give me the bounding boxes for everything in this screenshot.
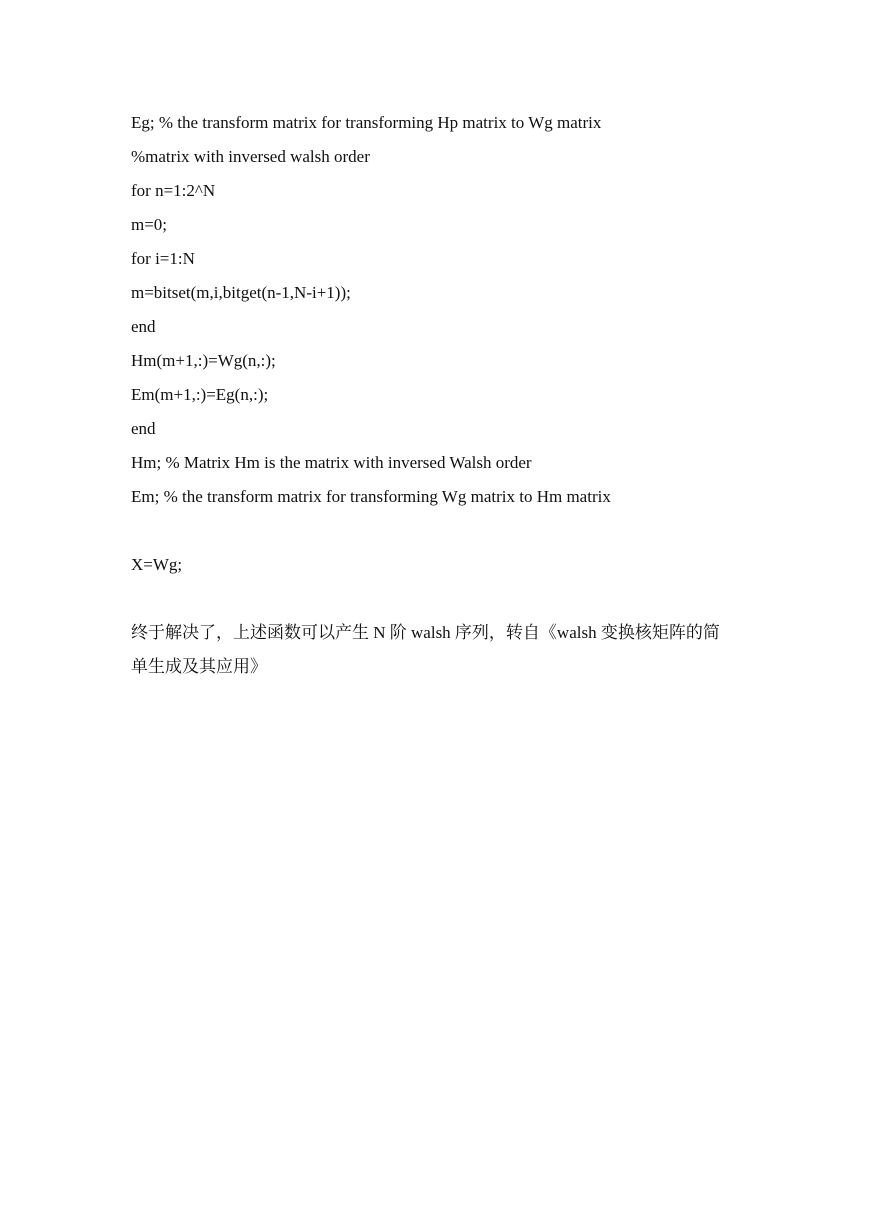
code-line: m=bitset(m,i,bitget(n-1,N-i+1)); (131, 283, 351, 302)
code-line: for n=1:2^N (131, 181, 216, 200)
code-line: end (131, 419, 156, 438)
code-line: Em; % the transform matrix for transforming Wg matrix to Hm matrix (131, 487, 611, 506)
closing-note-line-2: 单生成及其应用》 (131, 657, 267, 676)
blank-line (131, 582, 751, 616)
document-body (131, 106, 751, 684)
assignment-line: X=Wg; (131, 555, 183, 574)
closing-note (131, 616, 751, 684)
code-line: Hm; % Matrix Hm is the matrix with inversed Walsh order (131, 453, 532, 472)
code-line: m=0; (131, 215, 168, 234)
code-line: %matrix with inversed walsh order (131, 147, 370, 166)
code-line: end (131, 317, 156, 336)
code-line: Hm(m+1,:)=Wg(n,:); (131, 351, 276, 370)
blank-line (131, 514, 751, 548)
code-line: for i=1:N (131, 249, 195, 268)
code-line: Em(m+1,:)=Eg(n,:); (131, 385, 269, 404)
code-line: Eg; % the transform matrix for transforming Hp matrix to Wg matrix (131, 113, 602, 132)
closing-note-line-1: 终于解决了，上述函数可以产生 N 阶 walsh 序列，转自《walsh 变换核矩阵的简 (131, 623, 720, 642)
